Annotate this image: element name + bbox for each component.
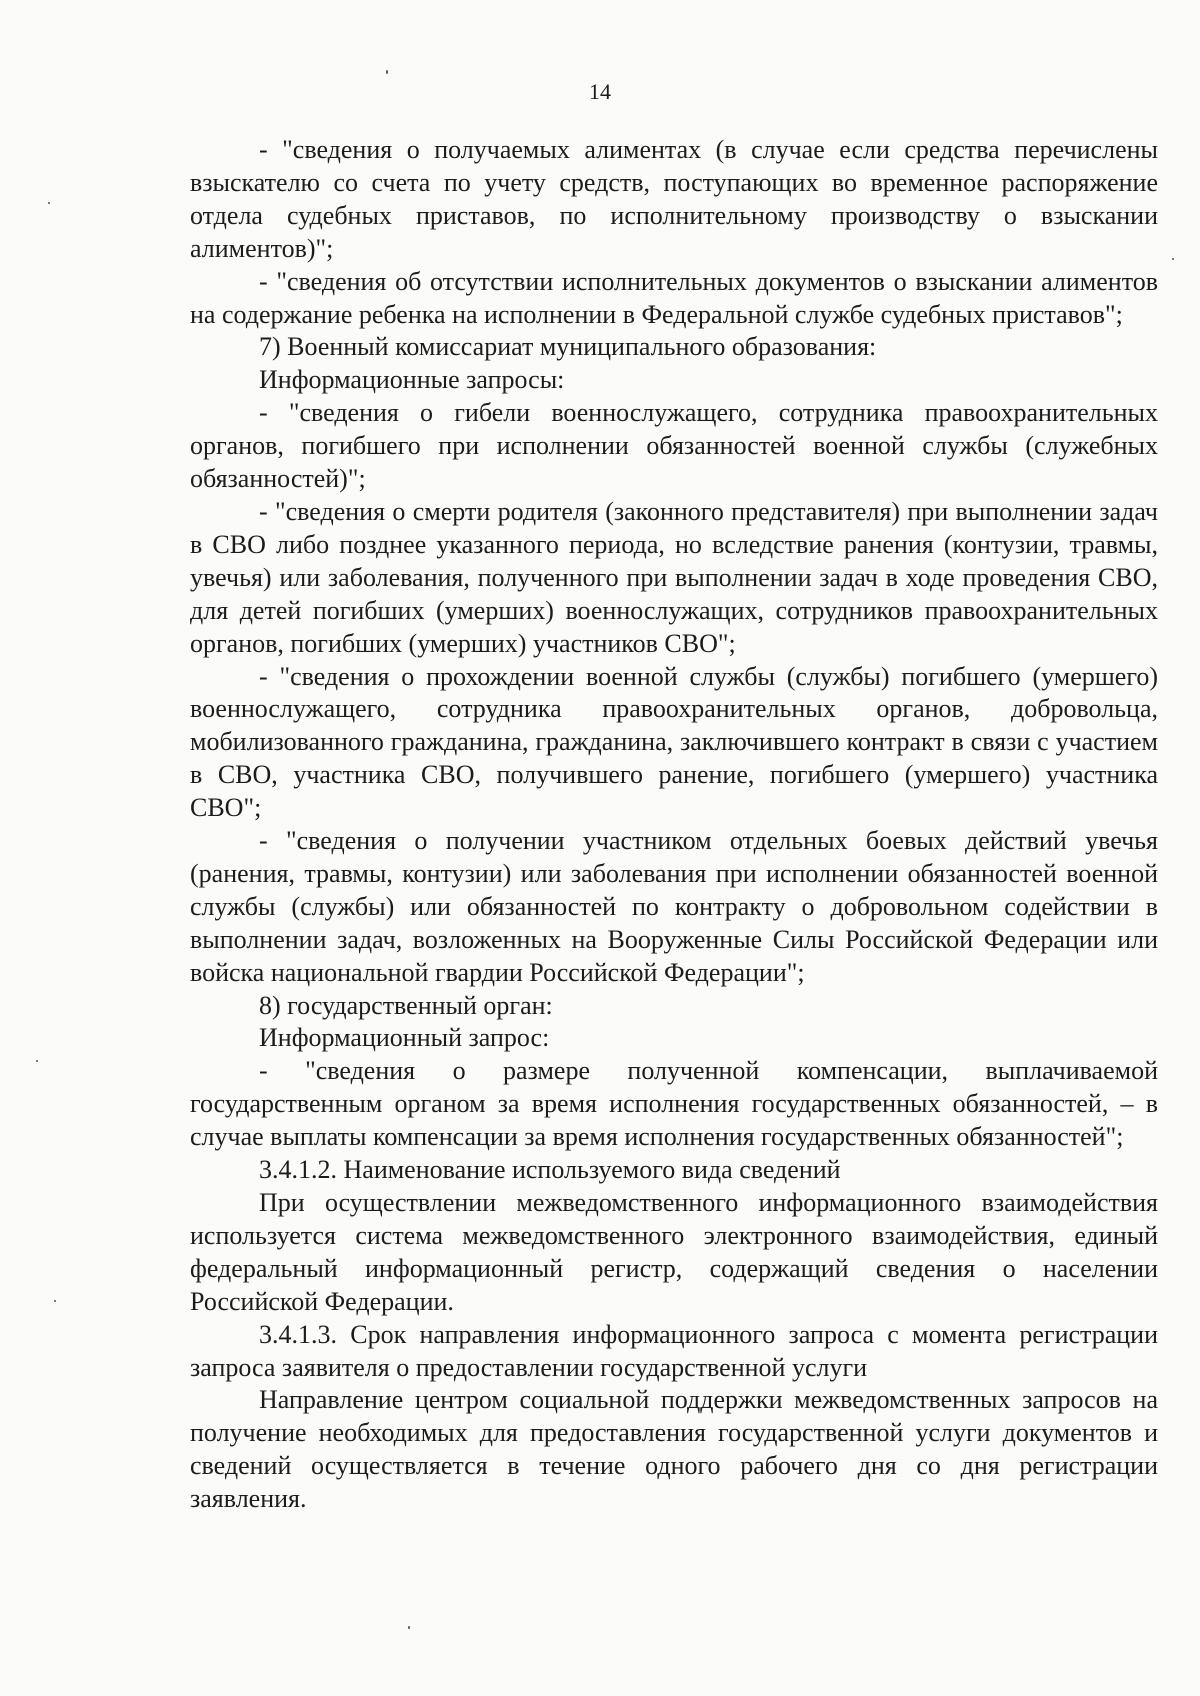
paragraph-section-3-4-1-2: 3.4.1.2. Наименование используемого вида сведений	[259, 1155, 841, 1185]
page-number: 14	[589, 79, 611, 104]
scan-speck	[408, 1626, 410, 1629]
paragraph-state-body: 8) государственный орган:	[259, 990, 553, 1020]
paragraph-military-service: - "сведения о прохождении военной службы (службы) погибшего (умершего) военнослужащего, сотрудника правоохранительных органов, добровольца, мобилизованного гражданина, гражданина, заключившего контракт в связи с участием в СВО, участника СВО, получившего ранение, погибшего (умершего) участника СВО";	[190, 661, 1158, 823]
paragraph-interaction-system: При осуществлении межведомственного информационного взаимодействия используется система межведомственного электронного взаимодействия, единый федеральный информационный регистр, содержащий сведения о населении Российской Федерации.	[190, 1188, 1158, 1316]
scan-speck	[48, 202, 50, 204]
paragraph-info-request-heading: Информационный запрос:	[259, 1023, 550, 1053]
document-body	[190, 134, 1158, 1516]
scan-speck	[1172, 258, 1174, 260]
paragraph-section-3-4-1-3: 3.4.1.3. Срок направления информационного запроса с момента регистрации запроса заявителя о предоставлении государственной услуги	[190, 1319, 1158, 1382]
paragraph-request-timing: Направление центром социальной поддержки межведомственных запросов на получение необходимых для предоставления государственной услуги документов и сведений осуществляется в течение одного рабочего дня со дня регистрации заявления.	[190, 1385, 1158, 1514]
paragraph-military-commissariat: 7) Военный комиссариат муниципального образования:	[259, 332, 877, 362]
paragraph-alimony-info: - "сведения о получаемых алиментах (в случае если средства перечислены взыскателю со счета по учету средств, поступающих во временное распоряжение отдела судебных приставов, по исполнительному производству о взыскании алиментов)";	[190, 135, 1158, 263]
paragraph-injury-info: - "сведения о получении участником отдельных боевых действий увечья (ранения, травмы, контузии) или заболевания при исполнении обязанностей военной службы (службы) или обязанностей по контракту о добровольном содействии в выполнении задач, возложенных на Вооруженные Силы Российской Федерации или войска национальной гвардии Российской Федерации";	[190, 826, 1158, 987]
paragraph-death-of-parent: - "сведения о смерти родителя (законного представителя) при выполнении задач в СВО либо позднее указанного периода, но вследствие ранения (контузии, травмы, увечья) или заболевания, полученного при выполнении задач в ходе проведения СВО, для детей погибших (умерших) военнослужащих, сотрудников правоохранительных органов, погибших (умерших) участников СВО";	[190, 496, 1158, 658]
paragraph-no-enforcement-docs: - "сведения об отсутствии исполнительных документов о взыскании алиментов на содержание ребенка на исполнении в Федеральной службе судебных приставов";	[190, 266, 1158, 329]
scan-speck	[36, 1060, 38, 1062]
scan-speck	[386, 70, 388, 74]
paragraph-compensation: - "сведения о размере полученной компенсации, выплачиваемой государственным органом за время исполнения государственных обязанностей, – в случае выплаты компенсации за время исполнения государственных обязанностей";	[190, 1056, 1158, 1152]
scan-speck	[54, 1300, 56, 1302]
paragraph-info-requests-heading: Информационные запросы:	[259, 365, 565, 395]
paragraph-death-of-serviceman: - "сведения о гибели военнослужащего, сотрудника правоохранительных органов, погибшего при исполнении обязанностей военной службы (служебных обязанностей)";	[190, 398, 1158, 494]
